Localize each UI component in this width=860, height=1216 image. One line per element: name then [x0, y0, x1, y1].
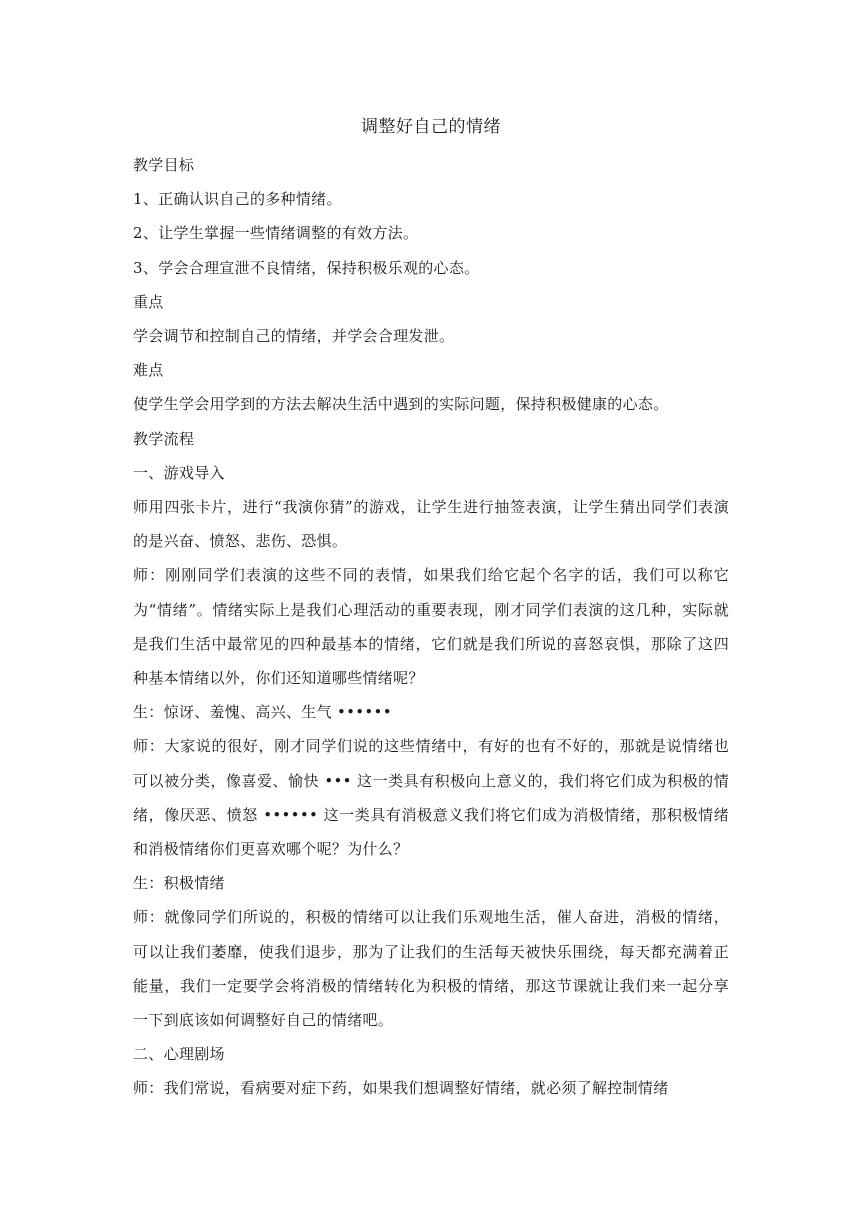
body-paragraph: 生：积极情绪	[133, 874, 225, 893]
objective-item-3: 3、学会合理宣泄不良情绪，保持积极乐观的心态。	[133, 258, 480, 277]
body-paragraph: 生：惊讶、羞愧、高兴、生气 ••••••	[133, 703, 392, 722]
section-heading-difficulties: 难点	[133, 361, 164, 380]
objective-item-2: 2、让学生掌握一些情绪调整的有效方法。	[133, 224, 419, 243]
objective-item-1: 1、正确认识自己的多种情绪。	[133, 190, 342, 209]
subsection-heading-game: 一、游戏导入	[133, 463, 225, 482]
document-page	[133, 112, 729, 1106]
section-heading-process: 教学流程	[133, 429, 195, 448]
body-paragraph: 师：刚刚同学们表演的这些不同的表情，如果我们给它起个名字的话，我们可以称它为“情绪”。情绪实际上是我们心理活动的重要表现，刚才同学们表演的这几种，实际就是我们生活中最常见的四种最基本的情绪，它们就是我们所说的喜怒哀惧，那除了这四种基本情绪以外，你们还知道哪些情绪呢？	[133, 566, 729, 688]
section-heading-objectives: 教学目标	[133, 156, 195, 174]
key-points-text: 学会调节和控制自己的情绪，并学会合理发泄。	[133, 327, 455, 346]
body-paragraph: 师：我们常说，看病要对症下药，如果我们想调整好情绪，就必须了解控制情绪	[133, 1079, 669, 1098]
body-paragraph: 师：大家说的很好，刚才同学们说的这些情绪中，有好的也有不好的，那就是说情绪也可以被分类，像喜爱、愉快 ••• 这一类具有积极向上意义的，我们将它们成为积极的情绪，像厌恶、愤怒 •••••• 这一类具有消极意义我们将它们成为消极情绪，那积极情绪和消极情绪你们更喜欢哪个呢？为什么？	[133, 737, 729, 859]
body-paragraph: 师用四张卡片，进行“我演你猜”的游戏，让学生进行抽签表演，让学生猜出同学们表演的是兴奋、愤怒、悲伤、恐惧。	[133, 498, 729, 551]
body-paragraph: 师：就像同学们所说的，积极的情绪可以让我们乐观地生活，催人奋进，消极的情绪，可以让我们萎靡，使我们退步，那为了让我们的生活每天被快乐围绕，每天都充满着正能量，我们一定要学会将消极的情绪转化为积极的情绪，那这节课就让我们来一起分享一下到底该如何调整好自己的情绪吧。	[133, 908, 729, 1030]
document-title: 调整好自己的情绪	[361, 117, 501, 137]
difficulties-text: 使学生学会用学到的方法去解决生活中遇到的实际问题，保持积极健康的心态。	[133, 395, 669, 414]
section-heading-key-points: 重点	[133, 292, 164, 311]
subsection-heading-theater: 二、心理剧场	[133, 1045, 225, 1064]
